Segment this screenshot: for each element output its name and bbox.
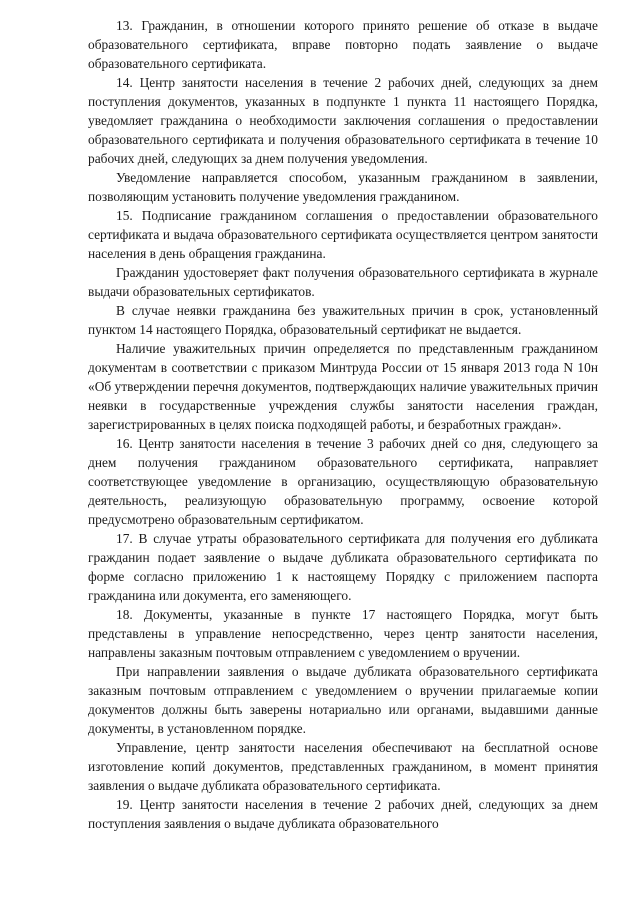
paragraph-15-no-show: В случае неявки гражданина без уважительных причин в срок, установленный пунктом 14 настоящего Порядка, образовательный сертификат не выдается. [88,303,598,337]
paragraph-16: 16. Центр занятости населения в течение 3 рабочих дней со дня, следующего за днем получения гражданином образовательного сертификата, направляет соответствующее уведомление в организацию, осуществляющую образовательную деятельность, реализующую образовательную программу, освоение которой предусмотрено образовательным сертификатом. [88,436,598,527]
paragraph-14: 14. Центр занятости населения в течение 2 рабочих дней, следующих за днем поступления документов, указанных в подпункте 1 пункта 11 настоящего Порядка, уведомляет гражданина о необходимости заключения соглашения о предоставлении образовательного сертификата и получения образовательного сертификата в течение 10 рабочих дней, следующих за днем получения уведомления. [88,75,598,166]
paragraph-17: 17. В случае утраты образовательного сертификата для получения его дубликата гражданин подает заявление о выдаче дубликата образовательного сертификата по форме согласно приложению 1 к настоящему Порядку с приложением паспорта гражданина или документа, его заменяющего. [88,531,598,603]
paragraph-18: 18. Документы, указанные в пункте 17 настоящего Порядка, могут быть представлены в управление непосредственно, через центр занятости населения, направлены заказным почтовым отправлением с уведомлением о вручении. [88,607,598,660]
paragraph-18-copies: Управление, центр занятости населения обеспечивают на бесплатной основе изготовление копий документов, представленных гражданином, в момент принятия заявления о выдаче дубликата образовательного сертификата. [88,740,598,793]
paragraph-13: 13. Гражданин, в отношении которого принято решение об отказе в выдаче образовательного сертификата, вправе повторно подать заявление о выдаче образовательного сертификата. [88,18,598,71]
paragraph-15-valid-reasons: Наличие уважительных причин определяется по представленным гражданином документам в соответствии с приказом Минтруда России от 15 января 2013 года N 10н «Об утверждении перечня документов, подтверждающих наличие уважительных причин неявки в государственные учреждения службы занятости населения граждан, зарегистрированных в целях поиска подходящей работы, и безработных граждан». [88,341,598,432]
paragraph-14-notice: Уведомление направляется способом, указанным гражданином в заявлении, позволяющим установить получение уведомления гражданином. [88,170,598,204]
paragraph-15: 15. Подписание гражданином соглашения о предоставлении образовательного сертификата и выдача образовательного сертификата осуществляется центром занятости населения в день обращения гражданина. [88,208,598,261]
paragraph-15-journal: Гражданин удостоверяет факт получения образовательного сертификата в журнале выдачи образовательных сертификатов. [88,265,598,299]
paragraph-19: 19. Центр занятости населения в течение 2 рабочих дней, следующих за днем поступления заявления о выдаче дубликата образовательного [88,797,598,831]
paragraph-18-mail: При направлении заявления о выдаче дубликата образовательного сертификата заказным почтовым отправлением с уведомлением о вручении прилагаемые копии документов должны быть заверены нотариально или органами, выдавшими данные документы, в установленном порядке. [88,664,598,736]
document-page [88,16,598,833]
